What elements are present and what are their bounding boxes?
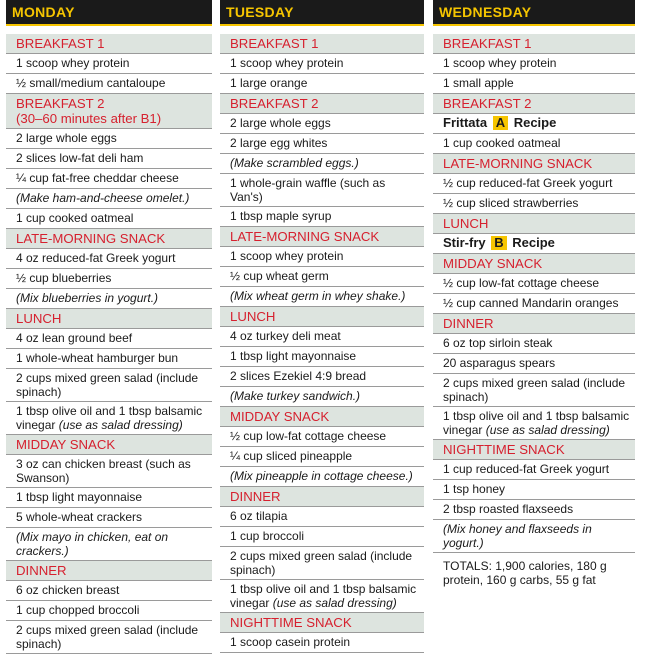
meal-section-heading	[6, 561, 212, 581]
day-column-tuesday	[220, 0, 424, 649]
section-label: LUNCH	[443, 216, 489, 231]
food-item: ½ cup blueberries	[6, 269, 212, 289]
prep-note: (Make turkey sandwich.)	[220, 387, 424, 407]
section-label: DINNER	[443, 316, 494, 331]
food-item: ½ cup canned Mandarin oranges	[433, 294, 635, 314]
recipe-item	[433, 234, 635, 254]
food-item: 1 scoop whey protein	[433, 54, 635, 74]
meal-section-heading	[220, 34, 424, 54]
meal-section-heading	[433, 154, 635, 174]
food-item: 2 slices low-fat deli ham	[6, 149, 212, 169]
food-item: 4 oz turkey deli meat	[220, 327, 424, 347]
section-label: BREAKFAST 2	[230, 96, 319, 111]
food-item: ½ small/medium cantaloupe	[6, 74, 212, 94]
meal-section-heading	[220, 613, 424, 633]
food-item: 1 cup chopped broccoli	[6, 601, 212, 621]
meal-list	[220, 34, 424, 653]
food-item: 1 tbsp light mayonnaise	[6, 488, 212, 508]
meal-section-heading	[220, 307, 424, 327]
food-item: 6 oz tilapia	[220, 507, 424, 527]
section-label: LUNCH	[16, 311, 62, 326]
meal-section-heading	[220, 227, 424, 247]
food-item: 6 oz chicken breast	[6, 581, 212, 601]
meal-list	[433, 34, 635, 589]
section-label: BREAKFAST 2 (30–60 minutes after B1)	[16, 96, 162, 126]
meal-section-heading	[433, 440, 635, 460]
meal-section-heading	[433, 34, 635, 54]
food-item: ½ cup reduced-fat Greek yogurt	[433, 174, 635, 194]
meal-section-heading	[6, 435, 212, 455]
food-item: 2 large egg whites	[220, 134, 424, 154]
recipe-suffix: Recipe	[513, 115, 557, 130]
day-header: MONDAY	[6, 0, 212, 26]
meal-section-heading	[433, 214, 635, 234]
recipe-name: Frittata	[443, 115, 488, 130]
food-item-note: (use as salad dressing)	[58, 418, 183, 432]
food-item: 5 whole-wheat crackers	[6, 508, 212, 528]
prep-note: (Mix mayo in chicken, eat on crackers.)	[6, 528, 212, 561]
meal-section-heading	[6, 309, 212, 329]
section-label: LATE-MORNING SNACK	[443, 156, 593, 171]
food-item: 2 cups mixed green salad (include spinach)	[220, 547, 424, 580]
meal-section-heading	[433, 254, 635, 274]
section-label: NIGHTTIME SNACK	[443, 442, 565, 457]
food-item-text: 1 tbsp olive oil and 1 tbsp balsamic vinegar	[443, 409, 630, 437]
food-item: 1 cup reduced-fat Greek yogurt	[433, 460, 635, 480]
prep-note: (Mix blueberries in yogurt.)	[6, 289, 212, 309]
food-item: 4 oz lean ground beef	[6, 329, 212, 349]
food-item: 1 scoop whey protein	[220, 247, 424, 267]
food-item: 2 tbsp roasted flaxseeds	[433, 500, 635, 520]
food-item: ¼ cup sliced pineapple	[220, 447, 424, 467]
meal-section-heading	[6, 94, 212, 129]
food-item: ½ cup low-fat cottage cheese	[433, 274, 635, 294]
food-item: 1 cup cooked oatmeal	[433, 134, 635, 154]
section-label: DINNER	[16, 563, 67, 578]
food-item: 2 cups mixed green salad (include spinach)	[6, 369, 212, 402]
meal-list	[6, 34, 212, 654]
food-item: 3 oz can chicken breast (such as Swanson)	[6, 455, 212, 488]
food-item: 2 cups mixed green salad (include spinach)	[433, 374, 635, 407]
meal-section-heading	[6, 34, 212, 54]
food-item-text: 1 tbsp olive oil and 1 tbsp balsamic vinegar	[230, 582, 417, 610]
section-label: MIDDAY SNACK	[16, 437, 116, 452]
food-item: 2 large whole eggs	[6, 129, 212, 149]
food-item: 1 cup broccoli	[220, 527, 424, 547]
food-item: ½ cup wheat germ	[220, 267, 424, 287]
section-label: LATE-MORNING SNACK	[230, 229, 380, 244]
section-label: LUNCH	[230, 309, 276, 324]
day-column-monday	[6, 0, 212, 651]
section-label: NIGHTTIME SNACK	[230, 615, 352, 630]
food-item: ¼ cup fat-free cheddar cheese	[6, 169, 212, 189]
daily-totals: TOTALS: 1,900 calories, 180 g protein, 160 g carbs, 55 g fat	[443, 559, 607, 587]
food-item: ½ cup sliced strawberries	[433, 194, 635, 214]
food-item: ½ cup low-fat cottage cheese	[220, 427, 424, 447]
recipe-item	[433, 114, 635, 134]
meal-section-heading	[220, 487, 424, 507]
food-item-note: (use as salad dressing)	[485, 423, 610, 437]
food-item-note: (use as salad dressing)	[272, 596, 397, 610]
food-item: 1 tsp honey	[433, 480, 635, 500]
section-label: BREAKFAST 2	[443, 96, 532, 111]
food-item	[433, 407, 635, 440]
section-label: BREAKFAST 1	[443, 36, 532, 51]
food-item	[220, 580, 424, 613]
food-item: 20 asparagus spears	[433, 354, 635, 374]
prep-note: (Mix pineapple in cottage cheese.)	[220, 467, 424, 487]
food-item: 1 large orange	[220, 74, 424, 94]
meal-section-heading	[6, 229, 212, 249]
food-item	[6, 402, 212, 435]
food-item: 1 whole-wheat hamburger bun	[6, 349, 212, 369]
food-item: 1 whole-grain waffle (such as Van's)	[220, 174, 424, 207]
day-header: WEDNESDAY	[433, 0, 635, 26]
recipe-suffix: Recipe	[512, 235, 555, 250]
prep-note: (Make ham-and-cheese omelet.)	[6, 189, 212, 209]
food-item-text: 1 tbsp olive oil and 1 tbsp balsamic vinegar	[16, 404, 203, 432]
recipe-badge: B	[491, 236, 506, 250]
food-item: 2 cups mixed green salad (include spinach)	[6, 621, 212, 654]
section-label: BREAKFAST 1	[16, 36, 105, 51]
section-label: LATE-MORNING SNACK	[16, 231, 166, 246]
food-item: 4 oz reduced-fat Greek yogurt	[6, 249, 212, 269]
food-item: 2 large whole eggs	[220, 114, 424, 134]
food-item: 6 oz top sirloin steak	[433, 334, 635, 354]
meal-section-heading	[220, 94, 424, 114]
recipe-badge: A	[493, 116, 508, 130]
food-item: 1 cup cooked oatmeal	[6, 209, 212, 229]
meal-section-heading	[433, 94, 635, 114]
prep-note: (Make scrambled eggs.)	[220, 154, 424, 174]
day-column-wednesday	[433, 0, 635, 630]
section-label: MIDDAY SNACK	[230, 409, 330, 424]
prep-note: (Mix honey and flaxseeds in yogurt.)	[433, 520, 635, 553]
food-item: 1 scoop casein protein	[220, 633, 424, 653]
food-item: 1 tbsp maple syrup	[220, 207, 424, 227]
food-item: 1 tbsp light mayonnaise	[220, 347, 424, 367]
meal-section-heading	[433, 314, 635, 334]
day-header: TUESDAY	[220, 0, 424, 26]
section-label: MIDDAY SNACK	[443, 256, 543, 271]
prep-note: (Mix wheat germ in whey shake.)	[220, 287, 424, 307]
food-item: 1 small apple	[433, 74, 635, 94]
food-item: 1 scoop whey protein	[220, 54, 424, 74]
section-label: BREAKFAST 1	[230, 36, 319, 51]
food-item: 2 slices Ezekiel 4:9 bread	[220, 367, 424, 387]
section-label: DINNER	[230, 489, 281, 504]
meal-section-heading	[220, 407, 424, 427]
recipe-name: Stir-fry	[443, 235, 486, 250]
food-item: 1 scoop whey protein	[6, 54, 212, 74]
